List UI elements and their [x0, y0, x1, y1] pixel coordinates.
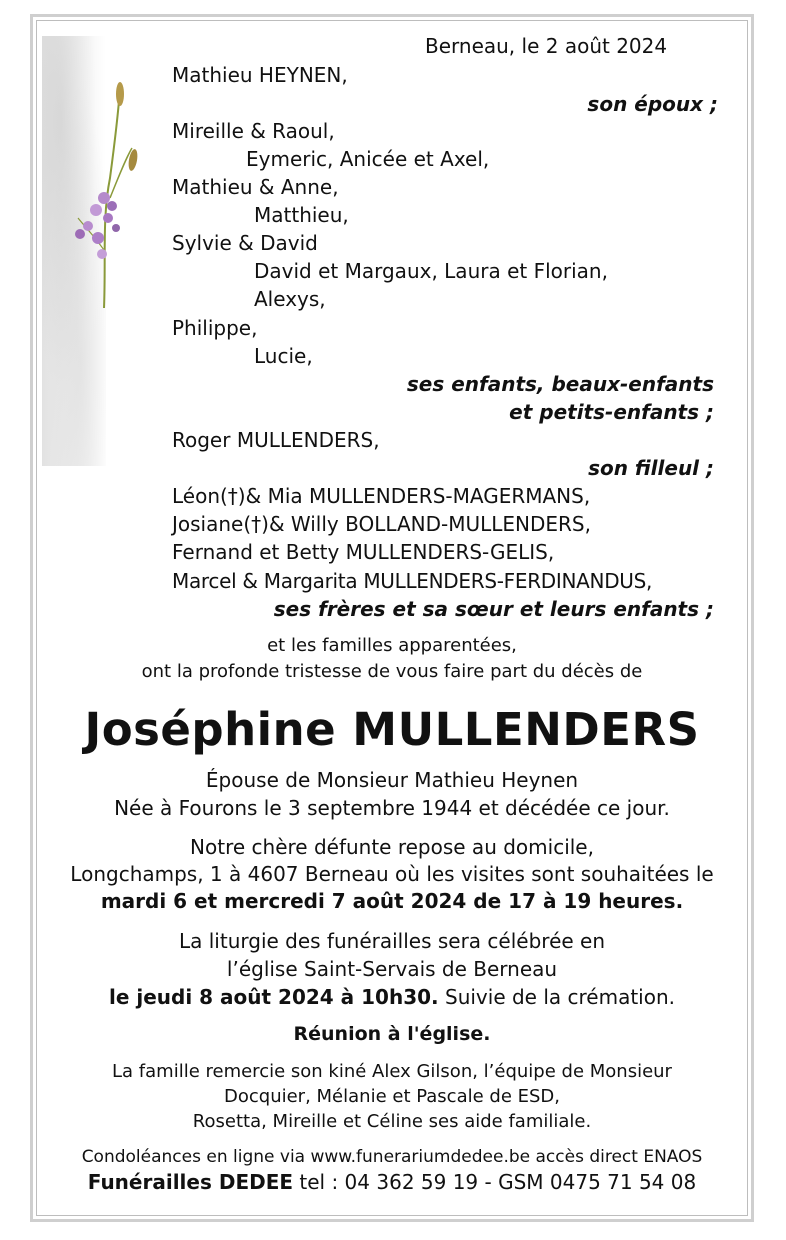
funeral-line-1: La liturgie des funérailles sera célébrée en — [178, 929, 606, 953]
grandchild-line: Matthieu, — [254, 203, 349, 227]
child-line: Mathieu & Anne, — [172, 175, 339, 199]
sibling-line: Marcel & Margarita MULLENDERS-FERDINANDUS, — [172, 569, 653, 593]
sibling-line: Léon(†)& Mia MULLENDERS-MAGERMANS, — [172, 484, 591, 508]
date-line: Berneau, le 2 août 2024 — [425, 34, 668, 58]
lavender-flower-icon — [66, 78, 146, 318]
announcement-line: ont la profonde tristesse de vous faire part du décès de — [141, 661, 643, 682]
children-role-1: ses enfants, beaux-enfants — [406, 372, 714, 396]
godson-role: son filleul ; — [588, 456, 714, 480]
funeral-home-contact — [36, 1170, 748, 1194]
visitation-line-2: Longchamps, 1 à 4607 Berneau où les visites sont souhaitées le — [70, 862, 714, 886]
grandchild-line: Eymeric, Anicée et Axel, — [246, 147, 490, 171]
thanks-line-2: Docquier, Mélanie et Pascale de ESD, — [224, 1086, 560, 1107]
birth-death-line: Née à Fourons le 3 septembre 1944 et décédée ce jour. — [114, 796, 670, 820]
deceased-name: Joséphine MULLENDERS — [84, 703, 700, 756]
godson-name: Roger MULLENDERS, — [172, 428, 380, 452]
grandchild-line: Lucie, — [254, 344, 313, 368]
thanks-line-3: Rosetta, Mireille et Céline ses aide familiale. — [192, 1111, 592, 1132]
grandchild-line: David et Margaux, Laura et Florian, — [254, 259, 608, 283]
child-line: Philippe, — [172, 316, 258, 340]
funeral-date: le jeudi 8 août 2024 à 10h30. — [109, 985, 439, 1009]
spouse-name: Mathieu HEYNEN, — [172, 63, 348, 87]
funeral-home-phone: tel : 04 362 59 19 - GSM 0475 71 54 08 — [293, 1170, 697, 1194]
condolences-line: Condoléances en ligne via www.funerariumdedee.be accès direct ENAOS — [81, 1147, 703, 1167]
visitation-line-1: Notre chère défunte repose au domicile, — [190, 835, 594, 859]
siblings-role: ses frères et sa sœur et leurs enfants ; — [273, 597, 714, 621]
grandchild-line: Alexys, — [254, 287, 326, 311]
child-line: Mireille & Raoul, — [172, 119, 335, 143]
children-role-2: et petits-enfants ; — [509, 400, 714, 424]
sibling-line: Fernand et Betty MULLENDERS-GELIS, — [172, 540, 555, 564]
child-line: Sylvie & David — [172, 231, 318, 255]
spouse-line: Épouse de Monsieur Mathieu Heynen — [205, 768, 579, 792]
funeral-cremation: Suivie de la crémation. — [438, 985, 675, 1009]
related-families-line: et les familles apparentées, — [267, 635, 517, 656]
funeral-home-name: Funérailles DEDEE — [87, 1170, 294, 1194]
visitation-dates: mardi 6 et mercredi 7 août 2024 de 17 à 19 heures. — [100, 889, 684, 913]
funeral-line-3 — [36, 985, 748, 1009]
thanks-line-1: La famille remercie son kiné Alex Gilson, l’équipe de Monsieur — [112, 1061, 672, 1082]
sibling-line: Josiane(†)& Willy BOLLAND-MULLENDERS, — [172, 512, 591, 536]
spouse-role: son époux ; — [587, 92, 718, 116]
church-meeting: Réunion à l'église. — [293, 1023, 491, 1045]
funeral-line-2: l’église Saint-Servais de Berneau — [226, 957, 558, 981]
